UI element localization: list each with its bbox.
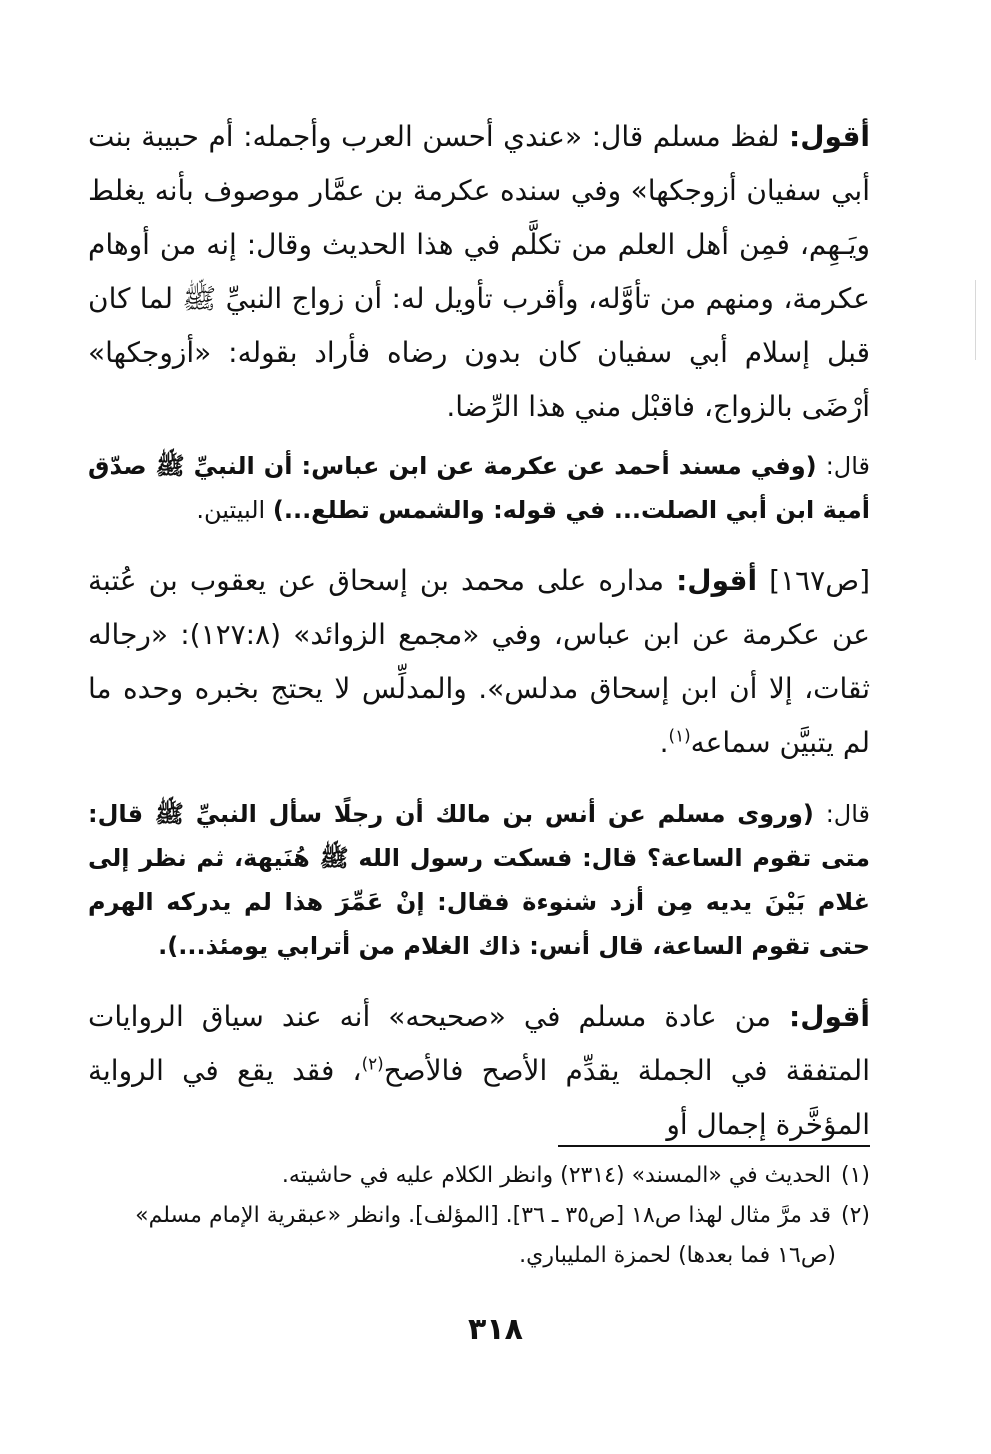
paragraph-3 xyxy=(88,554,870,770)
page-number: ٣١٨ xyxy=(468,1312,523,1347)
paragraph-3-text: مداره على محمد بن إسحاق عن يعقوب بن عُتبة عن عكرمة عن ابن عباس، وفي «مجمع الزوائد» (١٢٧:٨): «رجاله ثقات، إلا أن ابن إسحاق مدلس». والمدلِّس لا يحتج بخبره وحده ما لم يتبيَّن سماعه xyxy=(88,564,871,759)
footnote-2-text: قد مرَّ مثال لهذا ص١٨ [ص٣٥ ـ ٣٦]. [المؤلف]. وانظر «عبقرية الإمام مسلم» xyxy=(135,1203,831,1228)
paragraph-5-lead: أقول: xyxy=(789,1000,870,1033)
quote-2-lead: قال: xyxy=(825,800,870,828)
paragraph-1-lead: أقول: xyxy=(789,120,870,153)
footnote-2-number: (٢) xyxy=(840,1203,870,1228)
quote-1-tail: البيتين. xyxy=(196,496,273,524)
main-text xyxy=(88,110,870,1152)
footnote-ref-1[interactable]: (١) xyxy=(668,725,691,746)
footnote-separator xyxy=(558,1145,870,1147)
paragraph-5 xyxy=(88,990,870,1152)
page-reference: [ص١٦٧] xyxy=(769,564,870,597)
footnote-2 xyxy=(88,1196,870,1276)
footnote-2-continuation: (ص١٦ فما بعدها) لحمزة المليباري. xyxy=(519,1243,836,1268)
margin-scan-mark xyxy=(975,280,976,360)
quote-1-text: (وفي مسند أحمد عن عكرمة عن ابن عباس: أن النبيِّ ﷺ صدّق أمية ابن أبي الصلت... في قوله: والشمس تطلع...) xyxy=(88,452,870,524)
quote-1-lead: قال: xyxy=(825,452,870,480)
paragraph-3-end: . xyxy=(659,726,669,759)
footnote-ref-2[interactable]: (٢) xyxy=(361,1053,384,1074)
paragraph-1 xyxy=(88,110,870,434)
quote-2-text: (وروى مسلم عن أنس بن مالك أن رجلًا سأل النبيِّ ﷺ قال: متى تقوم الساعة؟ قال: فسكت رسول الله ﷺ هُنَيهة، ثم نظر إلى غلام بَيْنَ يديه مِن أزد شنوءة فقال: إنْ عَمِّرَ هذا لم يدركه الهرم حتى تقوم الساعة، قال أنس: ذاك الغلام من أترابي يومئذ...). xyxy=(88,800,870,960)
quote-1 xyxy=(88,444,870,532)
paragraph-3-lead: أقول: xyxy=(676,564,758,597)
paragraph-1-text: لفظ مسلم قال: «عندي أحسن العرب وأجمله: أم حبيبة بنت أبي سفيان أزوجكها» وفي سنده عكرمة بن عمَّار موصوف بأنه يغلط ويَـهِم، فمِن أهل العلم من تكلَّم في هذا الحديث وقال: إنه من أوهام عكرمة، ومنهم من تأوَّله، وأقرب تأويل له: أن زواج النبيِّ ﷺ لما كان قبل إسلام أبي سفيان كان بدون رضاه فأراد بقوله: «أزوجكها» أرْضَى بالزواج، فاقبْل مني هذا الرِّضا. xyxy=(88,120,870,423)
paragraph-5-tail: ، فقد يقع في الرواية المؤخَّرة إجمال أو xyxy=(88,1054,870,1141)
footnote-1 xyxy=(88,1156,870,1196)
footnote-1-number: (١) xyxy=(840,1163,870,1188)
paragraph-5-text: من عادة مسلم في «صحيحه» أنه عند سياق الروايات المتفقة في الجملة يقدِّم الأصح فالأصح xyxy=(88,1000,870,1087)
footnotes xyxy=(88,1156,870,1276)
footnote-1-text: الحديث في «المسند» (٢٣١٤) وانظر الكلام عليه في حاشيته. xyxy=(281,1163,831,1188)
quote-2 xyxy=(88,792,870,968)
